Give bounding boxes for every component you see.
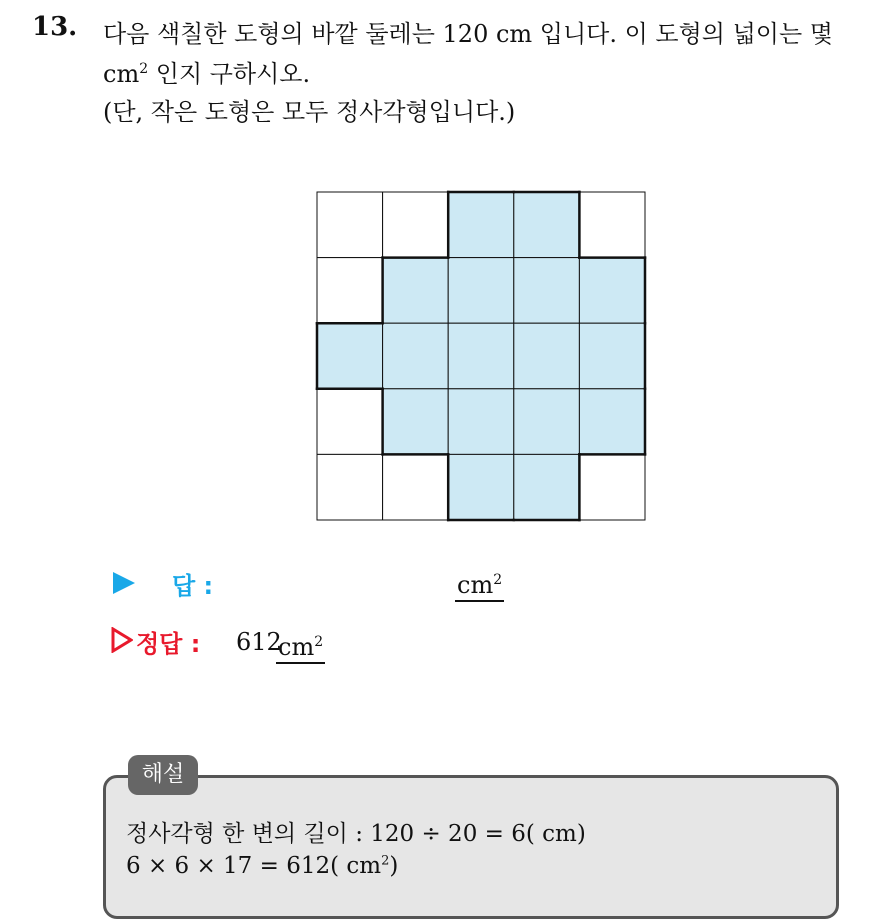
question-unit-exponent: 2 [139, 61, 149, 77]
correct-answer-unit-exponent: 2 [314, 634, 324, 650]
answer-unit: cm [457, 571, 494, 599]
shaded-square [448, 192, 514, 258]
explanation-line2-text: 6 × 6 × 17 = 612( cm [126, 853, 382, 879]
grid-figure [300, 175, 650, 525]
explanation-tab: 해설 [128, 755, 198, 795]
question-number: 13. [32, 12, 78, 42]
shaded-square [514, 192, 580, 258]
shaded-square [383, 258, 449, 324]
shaded-square [383, 323, 449, 389]
shaded-square [514, 323, 580, 389]
shaded-square [514, 389, 580, 455]
grid-square [579, 192, 645, 258]
shaded-square [448, 258, 514, 324]
question-text-line2-rest: 인지 구하시오. [148, 60, 311, 88]
shaded-square [448, 389, 514, 455]
explanation-line1: 정사각형 한 변의 길이 : 120 ÷ 20 = 6( cm) [126, 821, 586, 847]
shaded-square [514, 454, 580, 520]
shaded-square [579, 389, 645, 455]
correct-answer-value: 612 [236, 628, 282, 656]
question-unit: cm [103, 60, 140, 88]
shaded-square [317, 323, 383, 389]
answer-unit-underline [455, 566, 504, 602]
shaded-square [579, 258, 645, 324]
question-text-line1: 다음 색칠한 도형의 바깥 둘레는 120 cm 입니다. 이 도형의 넓이는 몇 [103, 20, 833, 48]
grid-square [317, 454, 383, 520]
grid-square [383, 454, 449, 520]
explanation-line2 [126, 853, 398, 879]
question-text-line2 [103, 54, 310, 89]
shaded-square [514, 258, 580, 324]
grid-square [317, 258, 383, 324]
grid-square [317, 389, 383, 455]
answer-arrow-icon [113, 572, 135, 594]
shaded-square [448, 323, 514, 389]
correct-answer-unit: cm [278, 633, 315, 661]
grid-square [383, 192, 449, 258]
shaded-square [448, 454, 514, 520]
shaded-square [383, 389, 449, 455]
grid-square [579, 454, 645, 520]
explanation-line2-exponent: 2 [381, 853, 390, 869]
correct-arrow-outline-icon [111, 627, 133, 653]
answer-unit-exponent: 2 [493, 572, 503, 588]
question-condition: (단, 작은 도형은 모두 정사각형입니다.) [103, 98, 516, 126]
answer-label: 답 : [172, 572, 214, 600]
correct-answer-label: 정답 : [136, 630, 201, 658]
explanation-line2-end: ) [389, 853, 399, 879]
correct-answer-unit-underline [276, 628, 325, 664]
grid-square [317, 192, 383, 258]
shaded-square [579, 323, 645, 389]
